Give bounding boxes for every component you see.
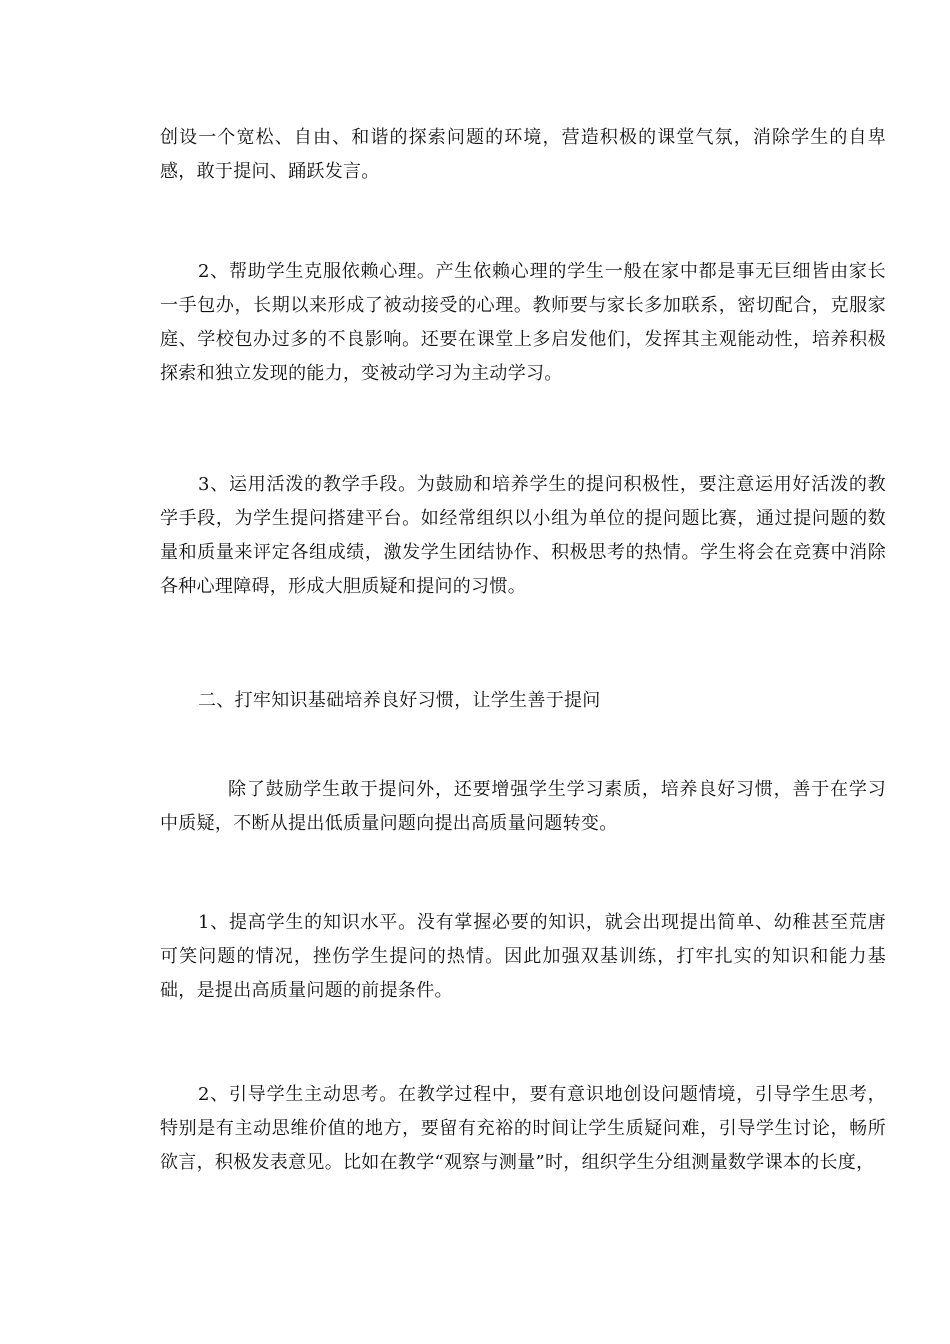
paragraph-intro-continuation: 创设一个宽松、自由、和谐的探索问题的环境，营造积极的课堂气氛，消除学生的自卑感，敢于提问、踊跃发言。 (160, 127, 886, 182)
paragraph-overcome-dependence: 2、帮助学生克服依赖心理。产生依赖心理的学生一般在家中都是事无巨细皆由家长一手包办，长期以来形成了被动接受的心理。教师要与家长多加联系，密切配合，克服家庭、学校包办过多的不良影响。还要在课堂上多启发他们，发挥其主观能动性，培养积极探索和独立发现的能力，变被动学习为主动学习。 (160, 261, 886, 384)
paragraph-section-intro: 除了鼓励学生敢于提问外，还要增强学生学习素质，培养良好习惯，善于在学习中质疑，不断从提出低质量问题向提出高质量问题转变。 (160, 779, 886, 834)
paragraph-active-thinking: 2、引导学生主动思考。在教学过程中，要有意识地创设问题情境，引导学生思考，特别是有主动思维价值的地方，要留有充裕的时间让学生质疑问难，引导学生讨论，畅所欲言，积极发表意见。比如在教学“观察与测量”时，组织学生分组测量数学课本的长度， (160, 1084, 886, 1173)
section-heading-two: 二、打牢知识基础培养良好习惯，让学生善于提问 (198, 690, 601, 711)
paragraph-knowledge-level: 1、提高学生的知识水平。没有掌握必要的知识，就会出现提出简单、幼稚甚至荒唐可笑问题的情况，挫伤学生提问的热情。因此加强双基训练，打牢扎实的知识和能力基础，是提出高质量问题的前提条件。 (160, 912, 886, 1001)
paragraph-lively-teaching: 3、运用活泼的教学手段。为鼓励和培养学生的提问积极性，要注意运用好活泼的教学手段，为学生提问搭建平台。如经常组织以小组为单位的提问题比赛，通过提问题的数量和质量来评定各组成绩，激发学生团结协作、积极思考的热情。学生将会在竞赛中消除各种心理障碍，形成大胆质疑和提问的习惯。 (160, 474, 886, 597)
